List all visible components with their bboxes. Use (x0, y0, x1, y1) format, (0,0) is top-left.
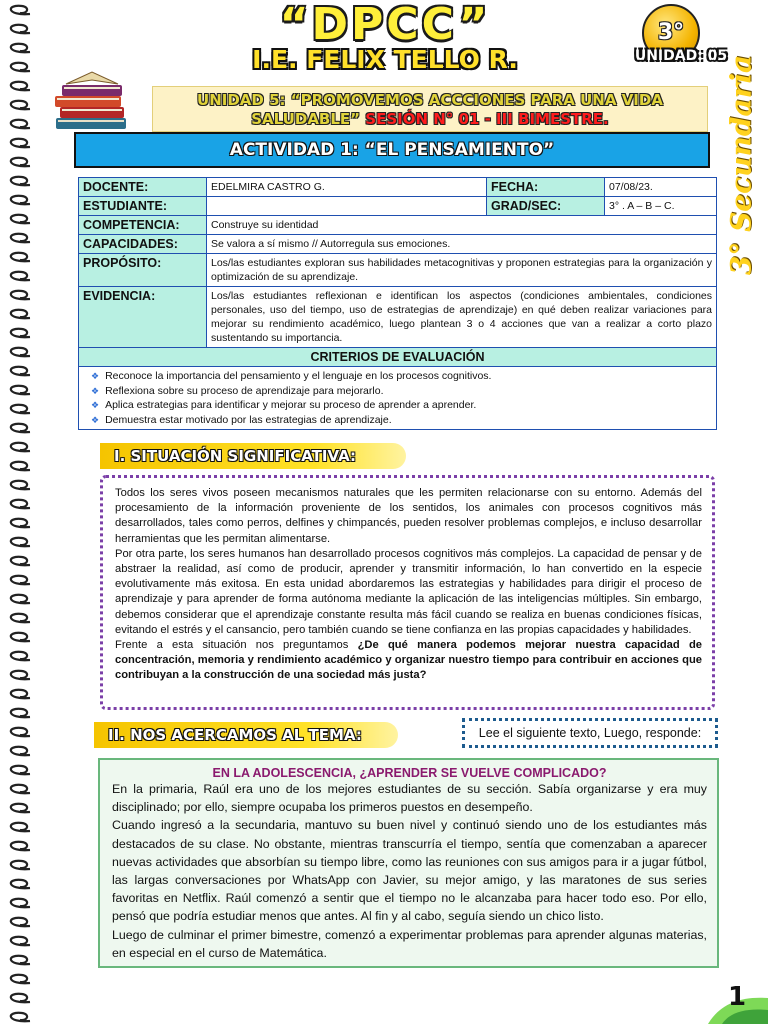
spiral-coil (11, 177, 30, 185)
reading-title: EN LA ADOLESCENCIA, ¿APRENDER SE VUELVE COMPLICADO? (212, 766, 607, 780)
estudiante-label: ESTUDIANTE: (79, 197, 207, 216)
spiral-coil (11, 367, 30, 375)
table-row (79, 367, 717, 430)
page-number: 1 (727, 982, 747, 1012)
spiral-coil (11, 424, 30, 432)
gradsec-label: GRAD/SEC: (487, 197, 605, 216)
fecha-value: 07/08/23. (605, 178, 717, 197)
table-row (79, 197, 717, 216)
spiral-coil (11, 82, 30, 90)
capacidades-label: CAPACIDADES: (79, 235, 207, 254)
guiding-question: ¿De qué manera podemos mejorar nuestra capacidad de concentración, memoria y rendimiento académico y organizar nuestro tiempo para contribuir en acciones que contribuyan a la construcción de una sociedad más justa? (115, 639, 702, 682)
diamond-bullet-icon: ❖ (91, 414, 100, 425)
spiral-coil (11, 386, 30, 394)
table-row (79, 178, 717, 197)
header-title: “DPCC” (279, 0, 491, 50)
side-grade-text: 3° Secundaria (724, 54, 758, 276)
diamond-bullet-icon: ❖ (91, 385, 100, 396)
school-name: I.E. FELIX TELLO R. (252, 45, 518, 74)
spiral-coil (11, 538, 30, 546)
list-item (83, 384, 712, 399)
reading-paragraph: En la primaria, Raúl era uno de los mejores estudiantes de su sección. Sabía organizarse y era muy disciplinado; por ello, siempre ocupaba los primeros puestos en desempeño. (112, 782, 707, 815)
unit-banner (152, 86, 708, 132)
spiral-coil (11, 918, 30, 926)
info-table (78, 177, 717, 430)
evidencia-value: Los/las estudiantes reflexionan e identifican los aspectos (condiciones ambientales, condiciones personales, uso del tiempo, uso de estrategias de aprendizaje) en qué deben realizar variaciones para mejorar su rendimiento académico, luego plantean 3 o 4 acciones que van a realizar a corto plazo sustentando su importancia. (207, 287, 717, 348)
diamond-bullet-icon: ❖ (91, 400, 100, 410)
competencia-value: Construye su identidad (207, 216, 717, 235)
situation-box (100, 475, 715, 710)
spiral-coil (11, 823, 30, 831)
docente-label: DOCENTE: (79, 178, 207, 197)
spiral-coil (11, 804, 30, 812)
spiral-coil (11, 44, 30, 52)
criterio-text: Reflexiona sobre su proceso de aprendizaje para mejorarlo. (105, 384, 384, 397)
spiral-coil (11, 1013, 30, 1021)
spiral-coil (11, 234, 30, 242)
spiral-coil (11, 614, 30, 622)
table-row (79, 235, 717, 254)
spiral-coil (11, 576, 30, 584)
evidencia-label: EVIDENCIA: (79, 287, 207, 348)
criterio-text: Aplica estrategias para identificar y mejorar su proceso de aprender a aprender. (105, 399, 477, 411)
criterios-list (83, 369, 712, 427)
spiral-coil (11, 139, 30, 147)
section1-title: I. SITUACIÓN SIGNIFICATIVA: (100, 443, 406, 469)
spiral-coil (11, 975, 30, 983)
spiral-coil (11, 747, 30, 755)
section2-title: II. NOS ACERCAMOS AL TEMA: (94, 722, 398, 748)
criterio-text: Demuestra estar motivado por las estrategias de aprendizaje. (105, 413, 392, 426)
spiral-coil (11, 994, 30, 1002)
proposito-label: PROPÓSITO: (79, 254, 207, 287)
session-label: SESIÓN N° 01 - III BIMESTRE. (365, 110, 609, 128)
spiral-coil (11, 120, 30, 128)
reading-box (98, 758, 719, 968)
spiral-coil (11, 728, 30, 736)
spiral-coil (11, 671, 30, 679)
situation-paragraph (115, 638, 702, 684)
spiral-coil (11, 633, 30, 641)
activity-title: ACTIVIDAD 1: “EL PENSAMIENTO” (74, 132, 710, 168)
competencia-label: COMPETENCIA: (79, 216, 207, 235)
instruction-box: Lee el siguiente texto, Luego, responde: (462, 718, 718, 748)
criterios-title: CRITERIOS DE EVALUACIÓN (79, 348, 717, 367)
spiral-coil (11, 291, 30, 299)
spiral-coil (11, 709, 30, 717)
estudiante-field[interactable] (207, 197, 487, 216)
spiral-coil (11, 519, 30, 527)
spiral-coil (11, 690, 30, 698)
spiral-coil (11, 405, 30, 413)
spiral-coil (11, 652, 30, 660)
spiral-coil (11, 880, 30, 888)
question-intro: Frente a esta situación nos preguntamos (115, 639, 358, 652)
spiral-coil (11, 196, 30, 204)
spiral-coil (11, 63, 30, 71)
spiral-coil (11, 6, 30, 14)
situation-paragraph: Todos los seres vivos poseen mecanismos naturales que les permiten relacionarse con su entorno. Además del procesamiento de la información proveniente de los sentidos, los animales con procesos cognitivos más desarrollados, tales como perros, delfines y chimpancés, pueden resolver problemas complejos, e incluso desarrollar herramientas que les permitan alimentarse. (115, 487, 702, 545)
spiral-coil (11, 899, 30, 907)
unit-title-line1: UNIDAD 5: “PROMOVEMOS ACCCIONES PARA UNA VIDA (197, 91, 663, 109)
spiral-coil (11, 842, 30, 850)
list-item (83, 369, 712, 384)
spiral-coil (11, 25, 30, 33)
table-row (79, 254, 717, 287)
table-row (79, 348, 717, 367)
reading-paragraph: Cuando ingresó a la secundaria, mantuvo su buen nivel y continuó siendo uno de los estudiantes más destacados de su clase. No obstante, mientras transcurría el tiempo, sentía que comenzaban a aparecer nuevas actividades que absorbían su tiempo libre, como las reuniones con sus amigos para ir a jugar fútbol, las largas conversaciones por WhatsApp con Javier, su mejor amigo, y las maratones de sus series favoritas en Netflix. Raúl comenzó a sentir que el tiempo no le alcanzaba para hacer todo eso. Por ello, pensó que podría estudiar menos que antes. Al fin y al cabo, seguía siendo un chico listo. (112, 818, 707, 924)
spiral-coil (11, 861, 30, 869)
table-row (79, 216, 717, 235)
spiral-coil (11, 937, 30, 945)
spiral-coil (11, 443, 30, 451)
list-item (83, 398, 712, 413)
spiral-coil (11, 158, 30, 166)
spiral-coil (11, 595, 30, 603)
unit-badge: UNIDAD: 05 (634, 48, 728, 64)
spiral-coil (11, 500, 30, 508)
fecha-label: FECHA: (487, 178, 605, 197)
spiral-coil (11, 785, 30, 793)
spiral-coil (11, 272, 30, 280)
criterio-text: Reconoce la importancia del pensamiento y el lenguaje en los procesos cognitivos. (105, 370, 492, 382)
capacidades-value: Se valora a sí mismo // Autorregula sus emociones. (207, 235, 717, 254)
situation-paragraph: Por otra parte, los seres humanos han desarrollado procesos cognitivos más complejos. La capacidad de pensar y de abstraer la realidad, así como de producir, aprender y transmitir información, lo han convertido en la especie evolutivamente más exitosa. En esta unidad abordaremos las estrategias y habilidades para dirigir el proceso de aprendizaje y para aprender de forma autónoma mediante la aplicación de las inteligencias múltiples. Sin embargo, debemos considerar que el aprendizaje constante resulta más fácil cuando se realiza en buenas condiciones físicas, evitando el estrés y el cansancio, pero también cuando se tiene confianza en las propias capacidades y habilidades. (115, 547, 702, 636)
spiral-coil (11, 481, 30, 489)
reading-paragraph: Luego de culminar el primer bimestre, comenzó a experimentar problemas para aprender algunas materias, en especial en el curso de Matemática. (112, 927, 707, 960)
docente-value: EDELMIRA CASTRO G. (207, 178, 487, 197)
spiral-binding (0, 0, 40, 1024)
spiral-coil (11, 766, 30, 774)
books-icon (52, 70, 132, 132)
spiral-coil (11, 253, 30, 261)
proposito-value: Los/las estudiantes exploran sus habilidades metacognitivas y proponen estrategias para la organización y optimización de su aprendizaje. (207, 254, 717, 287)
spiral-coil (11, 215, 30, 223)
grade-badge: 3° (642, 4, 700, 62)
unit-title-line2: SALUDABLE” (251, 110, 361, 128)
spiral-coil (11, 557, 30, 565)
table-row (79, 287, 717, 348)
diamond-bullet-icon: ❖ (91, 371, 100, 381)
spiral-coil (11, 310, 30, 318)
gradsec-value: 3° . A – B – C. (605, 197, 717, 216)
criterios-cell (79, 367, 717, 430)
spiral-coil (11, 462, 30, 470)
spiral-coil (11, 329, 30, 337)
spiral-coil (11, 101, 30, 109)
spiral-coil (11, 956, 30, 964)
spiral-coil (11, 348, 30, 356)
list-item (83, 413, 712, 428)
